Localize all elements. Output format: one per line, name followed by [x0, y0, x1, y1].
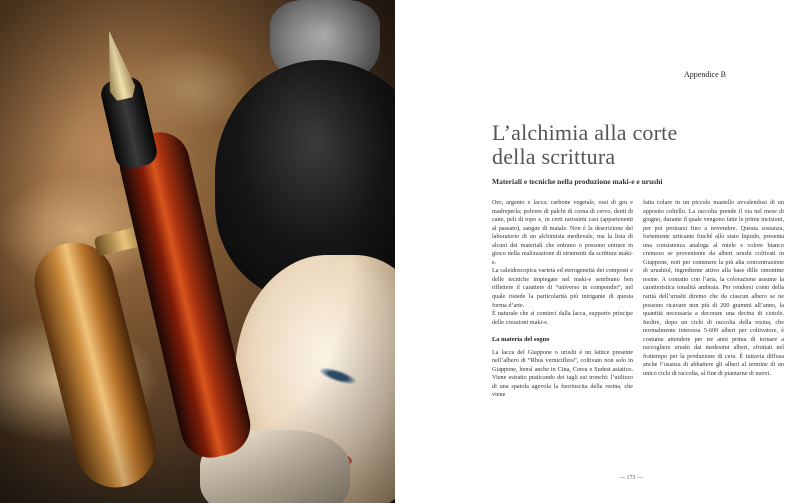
title-line-1: L’alchimia alla corte	[492, 120, 678, 145]
article-title	[492, 121, 677, 169]
paragraph: La lacca del Giappone o urushi è un lattice presente nell’albero di “Rhus verniciflera”, coltivato non solo in Giappone, bensì anche in Cina, Corea e Sudest asiatico. Viene estratto praticando dei tagli sui tronchi: l’utilizzo di una spatola agevola la fuoriuscita della resina, che viene	[492, 348, 633, 399]
section-heading: La materia del sogno	[492, 336, 550, 344]
photo-vignette	[0, 0, 395, 503]
paragraph: È naturale che si cominci dalla lacca, supporto principe delle creazioni maki-e.	[492, 310, 633, 326]
running-head: Appendice B	[684, 70, 726, 79]
article-subtitle: Materiali e tecniche nella produzione maki-e e urushi	[492, 177, 663, 186]
text-page	[395, 0, 800, 503]
paragraph: La caleidoscopica varietà ed eterogeneità dei composti e delle tecniche impiegate nel maki-e sembrano ben riflettere il carattere di “universo in compendio”, nel quale risiede la particolarità più intrigante di questa forma d’arte.	[492, 267, 633, 309]
text-column-right	[643, 199, 784, 378]
text-column-left	[492, 199, 633, 400]
photo-pen-and-doll	[0, 0, 395, 503]
title-line-2: della scrittura	[492, 144, 616, 169]
paragraph: Oro, argento e lacca; carbone vegetale, ossi di gru e madreperla; polvere di palchi di corna di cervo, denti di cane, peli di topo e, in certi rarissimi casi (appartenenti al passato), sangue di maiale. Non è la descrizione del laboratorio di un alchimista medievale, ma la lista di alcuni dei materiali che entrano o possono entrare in gioco nella realizzazione di strumenti da scrittura maki-e.	[492, 199, 633, 266]
page-number: — 173 —	[619, 475, 643, 481]
paragraph: fatta colare in un piccolo mastello avvalendosi di un apposito coltello. La raccolta prende il via nel mese di giugno, durante il quale vengono fatte le prime incisioni, per poi protrarsi fino a novembre. Questa sostanza, fortemente urticante finché allo stato liquido, presenta una consistenza analoga al miele e colore bianco cremoso se proveniente da alberi urushi coltivati in Giappone, noti per contenere la più alta concentrazione di urushiol, ingrediente attivo alla base dille omonime resine. A contatto con l’aria, la colorazione assume la caratteristica tonalità ambrata. Per rendersi conto della rarità dell’urushi diremo che da ciascun albero se ne possono ricavare non più di 200 grammi all’anno, la quantità necessaria a decorare una decina di ciotole. Inoltre, dopo un ciclo di raccolta della resina, che normalmente interessa 5-600 alberi per coltivatore, è costume attendere per tre anni prima di tornare a raccogliere urushi dai medesimi alberi, sfruttati nel frattempo per la produzione di cera. È tuttavia diffusa anche l’usanza di abbattere gli alberi al termine di un unico ciclo di raccolta, al fine di piantarne di nuovi.	[643, 199, 784, 377]
